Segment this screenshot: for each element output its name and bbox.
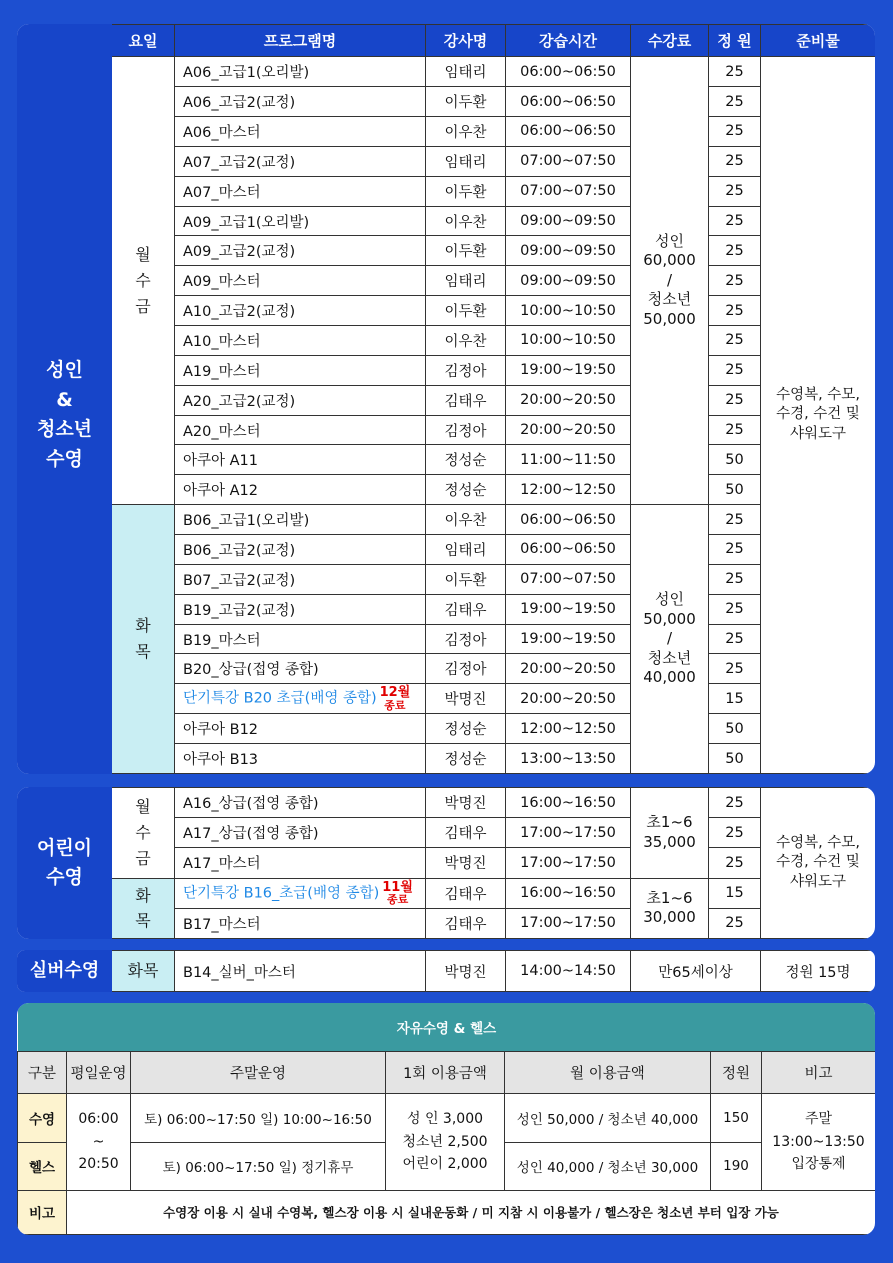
kids-preparation: 수영복, 수모, 수경, 수건 및 샤워도구 bbox=[761, 788, 876, 939]
teacher-name: 임태리 bbox=[426, 57, 506, 87]
program-name bbox=[175, 564, 426, 594]
free-weekday-hours bbox=[67, 1094, 131, 1190]
class-time: 16:00~16:50 bbox=[506, 788, 631, 818]
teacher-name: 김태우 bbox=[426, 385, 506, 415]
program-name-text: 단기특강 B16_초급(배영 종합) bbox=[183, 885, 380, 902]
class-time: 20:00~20:50 bbox=[506, 415, 631, 445]
class-time: 12:00~12:50 bbox=[506, 475, 631, 505]
adult-tt-fee-line: 50,000 bbox=[643, 609, 696, 628]
free-monthly-gym: 성인 40,000 / 청소년 30,000 bbox=[505, 1142, 711, 1190]
class-time: 09:00~09:50 bbox=[506, 266, 631, 296]
free-monthly-swim: 성인 50,000 / 청소년 40,000 bbox=[505, 1094, 711, 1142]
capacity: 25 bbox=[709, 146, 761, 176]
program-name bbox=[175, 385, 426, 415]
class-time: 09:00~09:50 bbox=[506, 236, 631, 266]
kids-mwf-day-line: 금 bbox=[135, 848, 151, 868]
teacher-name: 김정아 bbox=[426, 415, 506, 445]
header-col-6: 준비물 bbox=[761, 25, 876, 57]
class-time: 11:00~11:50 bbox=[506, 445, 631, 475]
program-name-text: A10_고급2(교정) bbox=[183, 304, 296, 321]
free-header-col-4: 월 이용금액 bbox=[505, 1052, 711, 1094]
table-row bbox=[18, 788, 876, 818]
free-weekend-swim: 토) 06:00~17:50 일) 10:00~16:50 bbox=[131, 1094, 386, 1142]
capacity: 25 bbox=[709, 266, 761, 296]
teacher-name: 이우찬 bbox=[426, 117, 506, 147]
kids-mwf-day-line: 월 bbox=[135, 797, 151, 817]
class-time: 20:00~20:50 bbox=[506, 684, 631, 714]
program-name-text: A17_마스터 bbox=[183, 856, 261, 873]
program-name-text: A19_마스터 bbox=[183, 363, 261, 380]
free-header-col-6: 비고 bbox=[762, 1052, 876, 1094]
program-name-text: A16_상급(접영 종합) bbox=[183, 796, 319, 813]
capacity: 25 bbox=[709, 908, 761, 938]
teacher-name: 김태우 bbox=[426, 878, 506, 908]
program-name bbox=[175, 714, 426, 744]
capacity: 25 bbox=[709, 535, 761, 565]
table-row bbox=[18, 505, 876, 535]
class-time: 10:00~10:50 bbox=[506, 296, 631, 326]
teacher-name: 임태리 bbox=[426, 535, 506, 565]
teacher-name: 박명진 bbox=[426, 788, 506, 818]
program-name bbox=[175, 744, 426, 774]
free-weekend-gym: 토) 06:00~17:50 일) 정기휴무 bbox=[131, 1142, 386, 1190]
teacher-name: 정성순 bbox=[426, 714, 506, 744]
end-notice bbox=[380, 686, 411, 711]
adult-tt-day-line: 목 bbox=[135, 642, 151, 662]
header-corner bbox=[18, 25, 112, 57]
class-time: 10:00~10:50 bbox=[506, 326, 631, 356]
program-name bbox=[175, 415, 426, 445]
teacher-name: 김태우 bbox=[426, 818, 506, 848]
header-col-3: 강습시간 bbox=[506, 25, 631, 57]
program-name-text: 아쿠아 B12 bbox=[183, 722, 259, 739]
class-time: 07:00~07:50 bbox=[506, 564, 631, 594]
single-price-child: 어린이 2,000 bbox=[402, 1156, 488, 1173]
program-name-text: 아쿠아 B13 bbox=[183, 752, 259, 769]
adult-mwf-fee-line: / bbox=[666, 270, 673, 289]
adult-preparation: 수영복, 수모, 수경, 수건 및 샤워도구 bbox=[761, 57, 876, 774]
class-time: 07:00~07:50 bbox=[506, 176, 631, 206]
silver-capacity: 정원 15명 bbox=[761, 951, 876, 992]
header-col-5: 정 원 bbox=[709, 25, 761, 57]
kids-category-line: 수영 bbox=[46, 866, 83, 888]
free-swim-table bbox=[17, 1003, 875, 1235]
free-cap-gym: 190 bbox=[711, 1142, 762, 1190]
program-name bbox=[175, 654, 426, 684]
teacher-name: 이우찬 bbox=[426, 206, 506, 236]
teacher-name: 김정아 bbox=[426, 355, 506, 385]
class-time: 09:00~09:50 bbox=[506, 206, 631, 236]
program-name bbox=[175, 475, 426, 505]
weekday-close: 20:50 bbox=[78, 1156, 119, 1173]
kids-mwf-day bbox=[112, 788, 175, 879]
class-time: 06:00~06:50 bbox=[506, 505, 631, 535]
free-header-col-2: 주말운영 bbox=[131, 1052, 386, 1094]
class-time: 07:00~07:50 bbox=[506, 146, 631, 176]
header-col-2: 강사명 bbox=[426, 25, 506, 57]
teacher-name: 박명진 bbox=[426, 684, 506, 714]
table-row bbox=[18, 57, 876, 87]
program-name bbox=[175, 206, 426, 236]
free-header-col-5: 정원 bbox=[711, 1052, 762, 1094]
adult-category bbox=[18, 57, 112, 774]
capacity: 50 bbox=[709, 445, 761, 475]
capacity: 25 bbox=[709, 206, 761, 236]
class-time: 06:00~06:50 bbox=[506, 117, 631, 147]
adult-mwf-fee-line: 60,000 bbox=[643, 251, 696, 270]
teacher-name: 이두환 bbox=[426, 176, 506, 206]
program-name-text: A10_마스터 bbox=[183, 333, 261, 350]
silver-category: 실버수영 bbox=[18, 951, 112, 992]
teacher-name: 이두환 bbox=[426, 564, 506, 594]
free-single-price bbox=[386, 1094, 505, 1190]
program-name bbox=[175, 146, 426, 176]
adult-tt-day-line: 화 bbox=[135, 616, 151, 636]
program-name bbox=[175, 684, 426, 714]
program-name bbox=[175, 878, 426, 908]
adult-category-line: 청소년 bbox=[36, 418, 93, 441]
silver-teacher: 박명진 bbox=[426, 951, 506, 992]
single-price-youth: 청소년 2,500 bbox=[402, 1133, 488, 1150]
program-name bbox=[175, 445, 426, 475]
program-name-text: A20_고급2(교정) bbox=[183, 393, 296, 410]
adult-category-line: & bbox=[56, 388, 73, 411]
free-remark-label: 비고 bbox=[18, 1190, 67, 1234]
weekday-open: 06:00 bbox=[78, 1111, 119, 1128]
note-restrict: 입장통제 bbox=[791, 1156, 846, 1173]
program-name-text: 단기특강 B20 초급(배영 종합) bbox=[183, 690, 377, 707]
free-header-col-3: 1회 이용금액 bbox=[386, 1052, 505, 1094]
teacher-name: 이두환 bbox=[426, 87, 506, 117]
teacher-name: 정성순 bbox=[426, 744, 506, 774]
adult-table bbox=[17, 24, 875, 774]
teacher-name: 이두환 bbox=[426, 296, 506, 326]
free-remark: 수영장 이용 시 실내 수영복, 헬스장 이용 시 실내운동화 / 미 지참 시 이용불가 / 헬스장은 청소년 부터 입장 가능 bbox=[67, 1190, 876, 1234]
teacher-name: 이우찬 bbox=[426, 326, 506, 356]
capacity: 25 bbox=[709, 415, 761, 445]
free-note bbox=[762, 1094, 876, 1190]
program-name bbox=[175, 535, 426, 565]
program-name bbox=[175, 848, 426, 878]
capacity: 25 bbox=[709, 594, 761, 624]
capacity: 50 bbox=[709, 744, 761, 774]
capacity: 25 bbox=[709, 176, 761, 206]
class-time: 20:00~20:50 bbox=[506, 654, 631, 684]
single-price-adult: 성 인 3,000 bbox=[406, 1111, 484, 1128]
capacity: 50 bbox=[709, 714, 761, 744]
silver-panel bbox=[17, 950, 875, 992]
kids-panel bbox=[17, 787, 875, 939]
capacity: 15 bbox=[709, 684, 761, 714]
adult-tt-fee-line: 성인 bbox=[655, 590, 684, 609]
capacity: 25 bbox=[709, 788, 761, 818]
teacher-name: 이두환 bbox=[426, 236, 506, 266]
adult-tt-day bbox=[112, 505, 175, 774]
adult-mwf-fee bbox=[631, 57, 709, 505]
capacity: 25 bbox=[709, 236, 761, 266]
teacher-name: 김정아 bbox=[426, 624, 506, 654]
capacity: 25 bbox=[709, 505, 761, 535]
free-header-col-1: 평일운영 bbox=[67, 1052, 131, 1094]
teacher-name: 김태우 bbox=[426, 594, 506, 624]
adult-mwf-day-line: 금 bbox=[135, 296, 151, 316]
class-time: 12:00~12:50 bbox=[506, 714, 631, 744]
capacity: 25 bbox=[709, 564, 761, 594]
adult-mwf-day bbox=[112, 57, 175, 505]
kids-tt-fee-line: 30,000 bbox=[643, 908, 696, 927]
end-label: 종료 bbox=[384, 698, 406, 712]
silver-fee: 만65세이상 bbox=[631, 951, 761, 992]
end-month: 11월 bbox=[382, 879, 413, 895]
program-name-text: A09_고급2(교정) bbox=[183, 244, 296, 261]
adult-tt-fee bbox=[631, 505, 709, 774]
program-name-text: B20_상급(접영 종합) bbox=[183, 662, 319, 679]
program-name bbox=[175, 505, 426, 535]
program-name bbox=[175, 236, 426, 266]
program-name bbox=[175, 908, 426, 938]
silver-table bbox=[17, 950, 875, 992]
teacher-name: 정성순 bbox=[426, 475, 506, 505]
capacity: 25 bbox=[709, 848, 761, 878]
kids-tt-fee bbox=[631, 878, 709, 938]
class-time: 19:00~19:50 bbox=[506, 355, 631, 385]
end-label: 종료 bbox=[386, 893, 409, 907]
capacity: 25 bbox=[709, 87, 761, 117]
kids-category bbox=[18, 788, 112, 939]
note-time: 13:00~13:50 bbox=[772, 1133, 865, 1150]
program-name bbox=[175, 296, 426, 326]
header-col-0: 요일 bbox=[112, 25, 175, 57]
free-cap-swim: 150 bbox=[711, 1094, 762, 1142]
teacher-name: 임태리 bbox=[426, 266, 506, 296]
class-time: 16:00~16:50 bbox=[506, 878, 631, 908]
kids-mwf-fee bbox=[631, 788, 709, 879]
capacity: 25 bbox=[709, 326, 761, 356]
program-name-text: B07_고급2(교정) bbox=[183, 572, 296, 589]
kids-table bbox=[17, 787, 875, 939]
header-col-1: 프로그램명 bbox=[175, 25, 426, 57]
weekday-tilde: ~ bbox=[92, 1133, 105, 1150]
program-name bbox=[175, 624, 426, 654]
program-name bbox=[175, 117, 426, 147]
free-type-swim: 수영 bbox=[18, 1094, 67, 1142]
capacity: 25 bbox=[709, 355, 761, 385]
adult-tt-fee-line: / bbox=[666, 629, 673, 648]
program-name bbox=[175, 176, 426, 206]
adult-mwf-day-line: 월 bbox=[135, 245, 151, 265]
program-name-text: B19_고급2(교정) bbox=[183, 602, 296, 619]
class-time: 13:00~13:50 bbox=[506, 744, 631, 774]
class-time: 06:00~06:50 bbox=[506, 535, 631, 565]
program-name bbox=[175, 326, 426, 356]
end-month: 12월 bbox=[379, 685, 411, 701]
capacity: 25 bbox=[709, 624, 761, 654]
program-name bbox=[175, 57, 426, 87]
header-col-4: 수강료 bbox=[631, 25, 709, 57]
capacity: 25 bbox=[709, 818, 761, 848]
teacher-name: 박명진 bbox=[426, 848, 506, 878]
class-time: 06:00~06:50 bbox=[506, 87, 631, 117]
kids-mwf-fee-line: 35,000 bbox=[643, 832, 696, 851]
kids-tt-day-line: 목 bbox=[135, 911, 151, 931]
silver-program: B14_실버_마스터 bbox=[175, 951, 426, 992]
program-name bbox=[175, 355, 426, 385]
program-name bbox=[175, 266, 426, 296]
table-row bbox=[18, 878, 876, 908]
program-name bbox=[175, 87, 426, 117]
capacity: 15 bbox=[709, 878, 761, 908]
adult-mwf-fee-line: 청소년 bbox=[647, 290, 692, 309]
class-time: 17:00~17:50 bbox=[506, 848, 631, 878]
program-name-text: A07_마스터 bbox=[183, 184, 261, 201]
teacher-name: 정성순 bbox=[426, 445, 506, 475]
teacher-name: 김태우 bbox=[426, 908, 506, 938]
kids-tt-fee-line: 초1~6 bbox=[646, 888, 693, 907]
program-name bbox=[175, 788, 426, 818]
program-name-text: B17_마스터 bbox=[183, 916, 261, 933]
program-name-text: A17_상급(접영 종합) bbox=[183, 826, 319, 843]
program-name-text: A20_마스터 bbox=[183, 423, 261, 440]
program-name bbox=[175, 594, 426, 624]
teacher-name: 김정아 bbox=[426, 654, 506, 684]
capacity: 25 bbox=[709, 117, 761, 147]
program-name-text: A06_고급2(교정) bbox=[183, 95, 296, 112]
header-row bbox=[18, 25, 876, 57]
class-time: 06:00~06:50 bbox=[506, 57, 631, 87]
program-name-text: B06_고급1(오리발) bbox=[183, 513, 310, 530]
kids-mwf-fee-line: 초1~6 bbox=[646, 813, 693, 832]
program-name-text: 아쿠아 A11 bbox=[183, 453, 258, 470]
class-time: 17:00~17:50 bbox=[506, 908, 631, 938]
free-type-gym: 헬스 bbox=[18, 1142, 67, 1190]
kids-category-line: 어린이 bbox=[36, 836, 93, 859]
adult-tt-fee-line: 40,000 bbox=[643, 668, 696, 687]
adult-category-line: 성인 bbox=[46, 359, 83, 382]
capacity: 25 bbox=[709, 654, 761, 684]
silver-time: 14:00~14:50 bbox=[506, 951, 631, 992]
kids-tt-day-line: 화 bbox=[135, 885, 151, 905]
program-name-text: B19_마스터 bbox=[183, 632, 261, 649]
capacity: 50 bbox=[709, 475, 761, 505]
program-name-text: A09_마스터 bbox=[183, 274, 261, 291]
kids-mwf-day-line: 수 bbox=[135, 822, 151, 842]
adult-mwf-fee-line: 성인 bbox=[655, 231, 684, 250]
capacity: 25 bbox=[709, 385, 761, 415]
teacher-name: 이우찬 bbox=[426, 505, 506, 535]
note-weekend: 주말 bbox=[804, 1111, 833, 1128]
free-swim-panel bbox=[17, 1003, 875, 1235]
program-name-text: A09_고급1(오리발) bbox=[183, 214, 310, 231]
capacity: 25 bbox=[709, 296, 761, 326]
program-name-text: A06_고급1(오리발) bbox=[183, 65, 310, 82]
end-notice bbox=[382, 881, 413, 906]
adult-panel bbox=[17, 24, 875, 774]
class-time: 19:00~19:50 bbox=[506, 624, 631, 654]
teacher-name: 임태리 bbox=[426, 146, 506, 176]
capacity: 25 bbox=[709, 57, 761, 87]
program-name-text: A06_마스터 bbox=[183, 124, 261, 141]
adult-mwf-fee-line: 50,000 bbox=[643, 309, 696, 328]
program-name-text: B06_고급2(교정) bbox=[183, 542, 296, 559]
adult-tt-fee-line: 청소년 bbox=[647, 648, 692, 667]
program-name-text: 아쿠아 A12 bbox=[183, 483, 258, 500]
class-time: 17:00~17:50 bbox=[506, 818, 631, 848]
kids-tt-day bbox=[112, 878, 175, 938]
adult-mwf-day-line: 수 bbox=[135, 270, 151, 290]
free-swim-title: 자유수영 & 헬스 bbox=[18, 1003, 876, 1052]
adult-category-line: 수영 bbox=[46, 447, 83, 470]
class-time: 20:00~20:50 bbox=[506, 385, 631, 415]
program-name-text: A07_고급2(교정) bbox=[183, 154, 296, 171]
silver-day: 화목 bbox=[112, 951, 175, 992]
program-name bbox=[175, 818, 426, 848]
free-header-col-0: 구분 bbox=[18, 1052, 67, 1094]
class-time: 19:00~19:50 bbox=[506, 594, 631, 624]
